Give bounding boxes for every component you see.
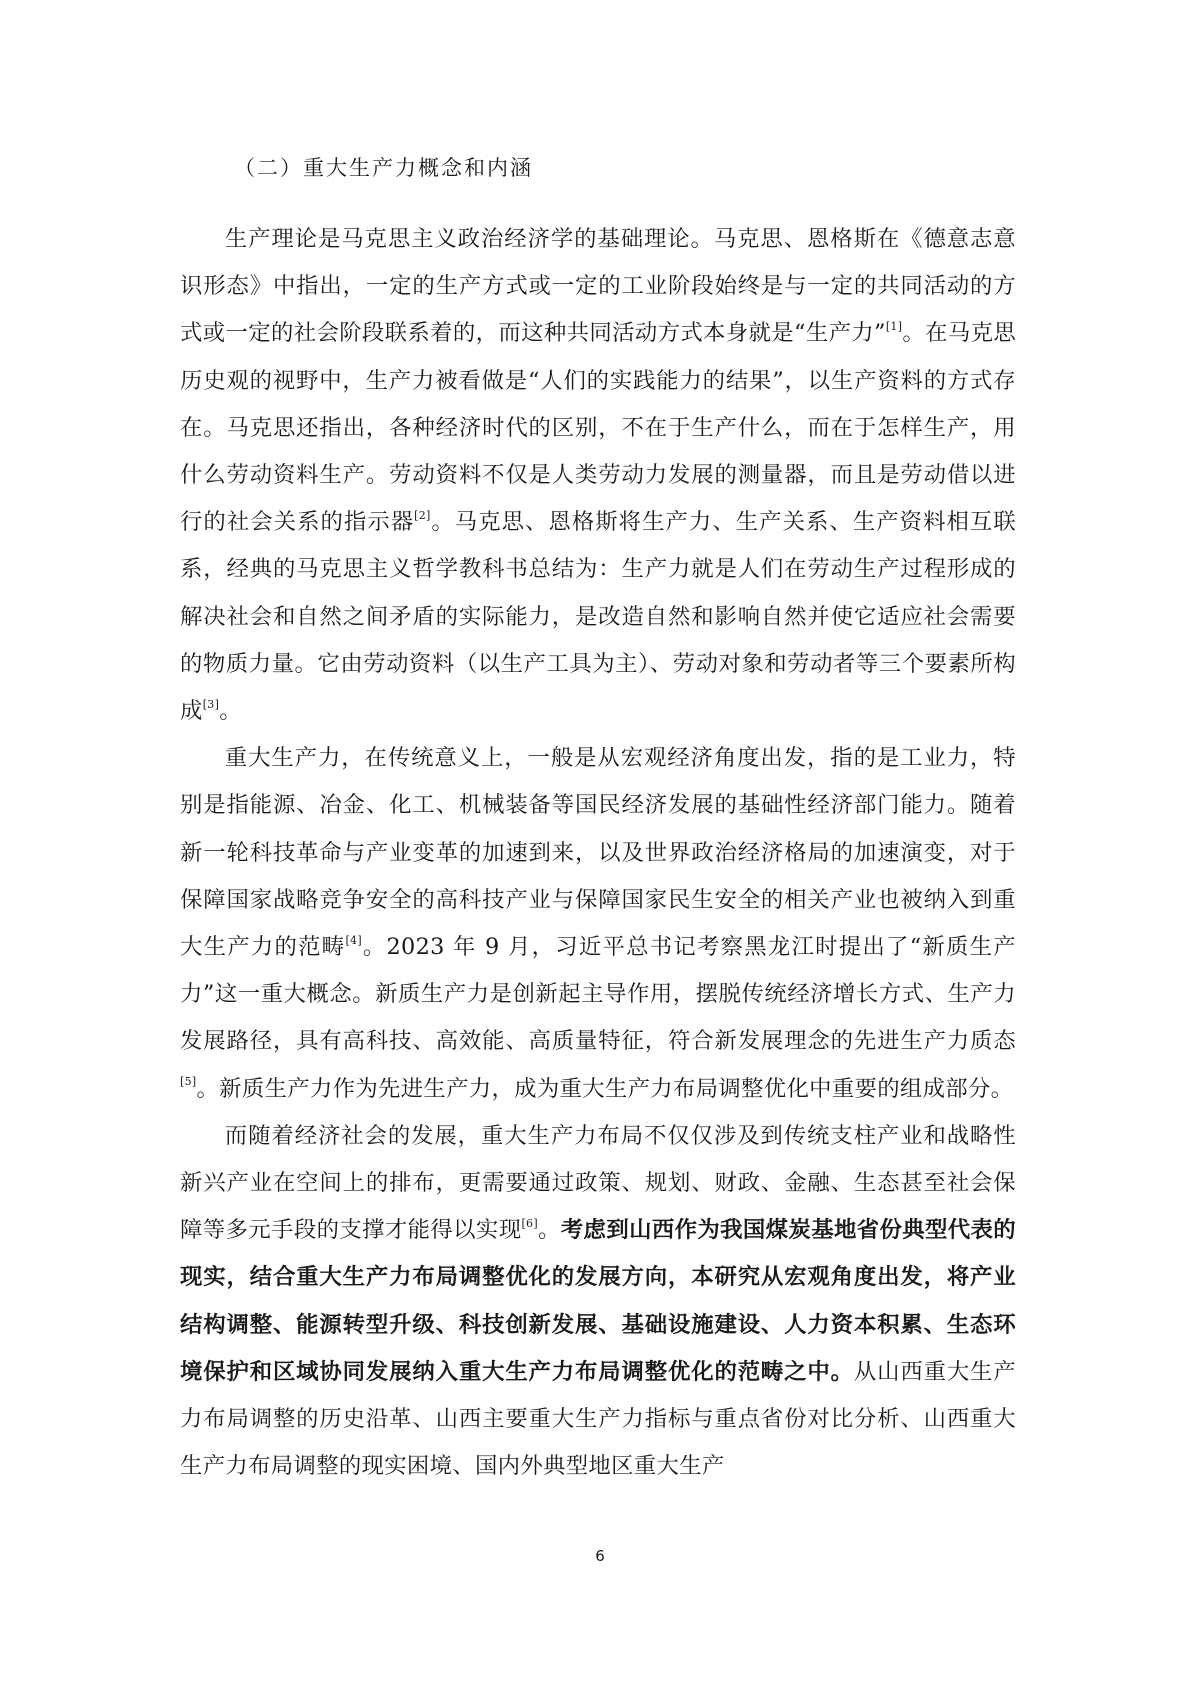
text-run: 生产理论是马克思主义政治经济学的基础理论。马克思、恩格斯在《德意志意识形态》中指出，一定的生产方式或一定的工业阶段始终是与一定的共同活动的方式或一定的社会阶段联系着的，而这种共同活动方式本身就是“生产力” [180,226,1016,347]
citation-marker: [6] [521,1216,538,1230]
paragraph-3 [180,1113,1016,1491]
citation-marker: [3] [202,697,220,711]
text-run: 。在马克思历史观的视野中，生产力被看做是“人们的实践能力的结果”，以生产资料的方式存在。马克思还指出，各种经济时代的区别，不在于生产什么，而在于怎样生产，用什么劳动资料生产。劳动资料不仅是人类劳动力发展的测量器，而且是劳动借以进行的社会关系的指示器 [180,320,1017,536]
text-run: 从山西重大生产力布局调整的历史沿革、山西主要重大生产力指标与重点省份对比分析、山西重大生产力布局调整的现实困境、国内外典型地区重大生产 [180,1358,1016,1480]
text-run: 。新质生产力作为先进生产力，成为重大生产力布局调整优化中重要的组成部分。 [196,1075,1014,1102]
page-number: 6 [595,1547,605,1565]
section-heading: （二）重大生产力概念和内涵 [234,156,533,180]
text-run: 。2023 年 9 月，习近平总书记考察黑龙江时提出了“新质生产力”这一重大概念。新质生产力是创新起主导作用，摆脱传统经济增长方式、生产力发展路径，具有高科技、高效能、高质量特征，符合新发展理念的先进生产力质态 [180,934,1016,1055]
citation-marker: [4] [345,933,362,947]
text-run: 重大生产力，在传统意义上，一般是从宏观经济角度出发，指的是工业力，特别是指能源、冶金、化工、机械装备等国民经济发展的基础性经济部门能力。随着新一轮科技革命与产业变革的加速到来，以及世界政治经济格局的加速演变，对于保障国家战略竞争安全的高科技产业与保障国家民生安全的相关产业也被纳入到重大生产力的范畴 [180,745,1016,961]
citation-marker: [2] [414,508,431,522]
paragraph-2 [180,735,1016,1113]
text-run: 。 [537,1217,561,1244]
citation-marker: [5] [180,1075,197,1089]
emphasized-text: 考虑到山西作为我国煤炭基地省份典型代表的现实，结合重大生产力布局调整优化的发展方向，本研究从宏观角度出发，将产业结构调整、能源转型升级、科技创新发展、基础设施建设、人力资本积累、生态环境保护和区域协同发展纳入重大生产力布局调整优化的范畴之中。 [180,1217,1017,1385]
citation-marker: [1] [885,319,903,333]
text-run: 。 [219,698,242,725]
body-text [180,216,1016,1490]
text-run: 而随着经济社会的发展，重大生产力布局不仅仅涉及到传统支柱产业和战略性新兴产业在空间上的排布，更需要通过政策、规划、财政、金融、生态甚至社会保障等多元手段的支撑才能得以实现 [180,1122,1016,1244]
text-run: 。马克思、恩格斯将生产力、生产关系、生产资料相互联系，经典的马克思主义哲学教科书总结为：生产力就是人们在劳动生产过程形成的解决社会和自然之间矛盾的实际能力，是改造自然和影响自然并使它适应社会需要的物质力量。它由劳动资料（以生产工具为主）、劳动对象和劳动者等三个要素所构成 [180,509,1017,725]
paragraph-1 [180,216,1016,735]
